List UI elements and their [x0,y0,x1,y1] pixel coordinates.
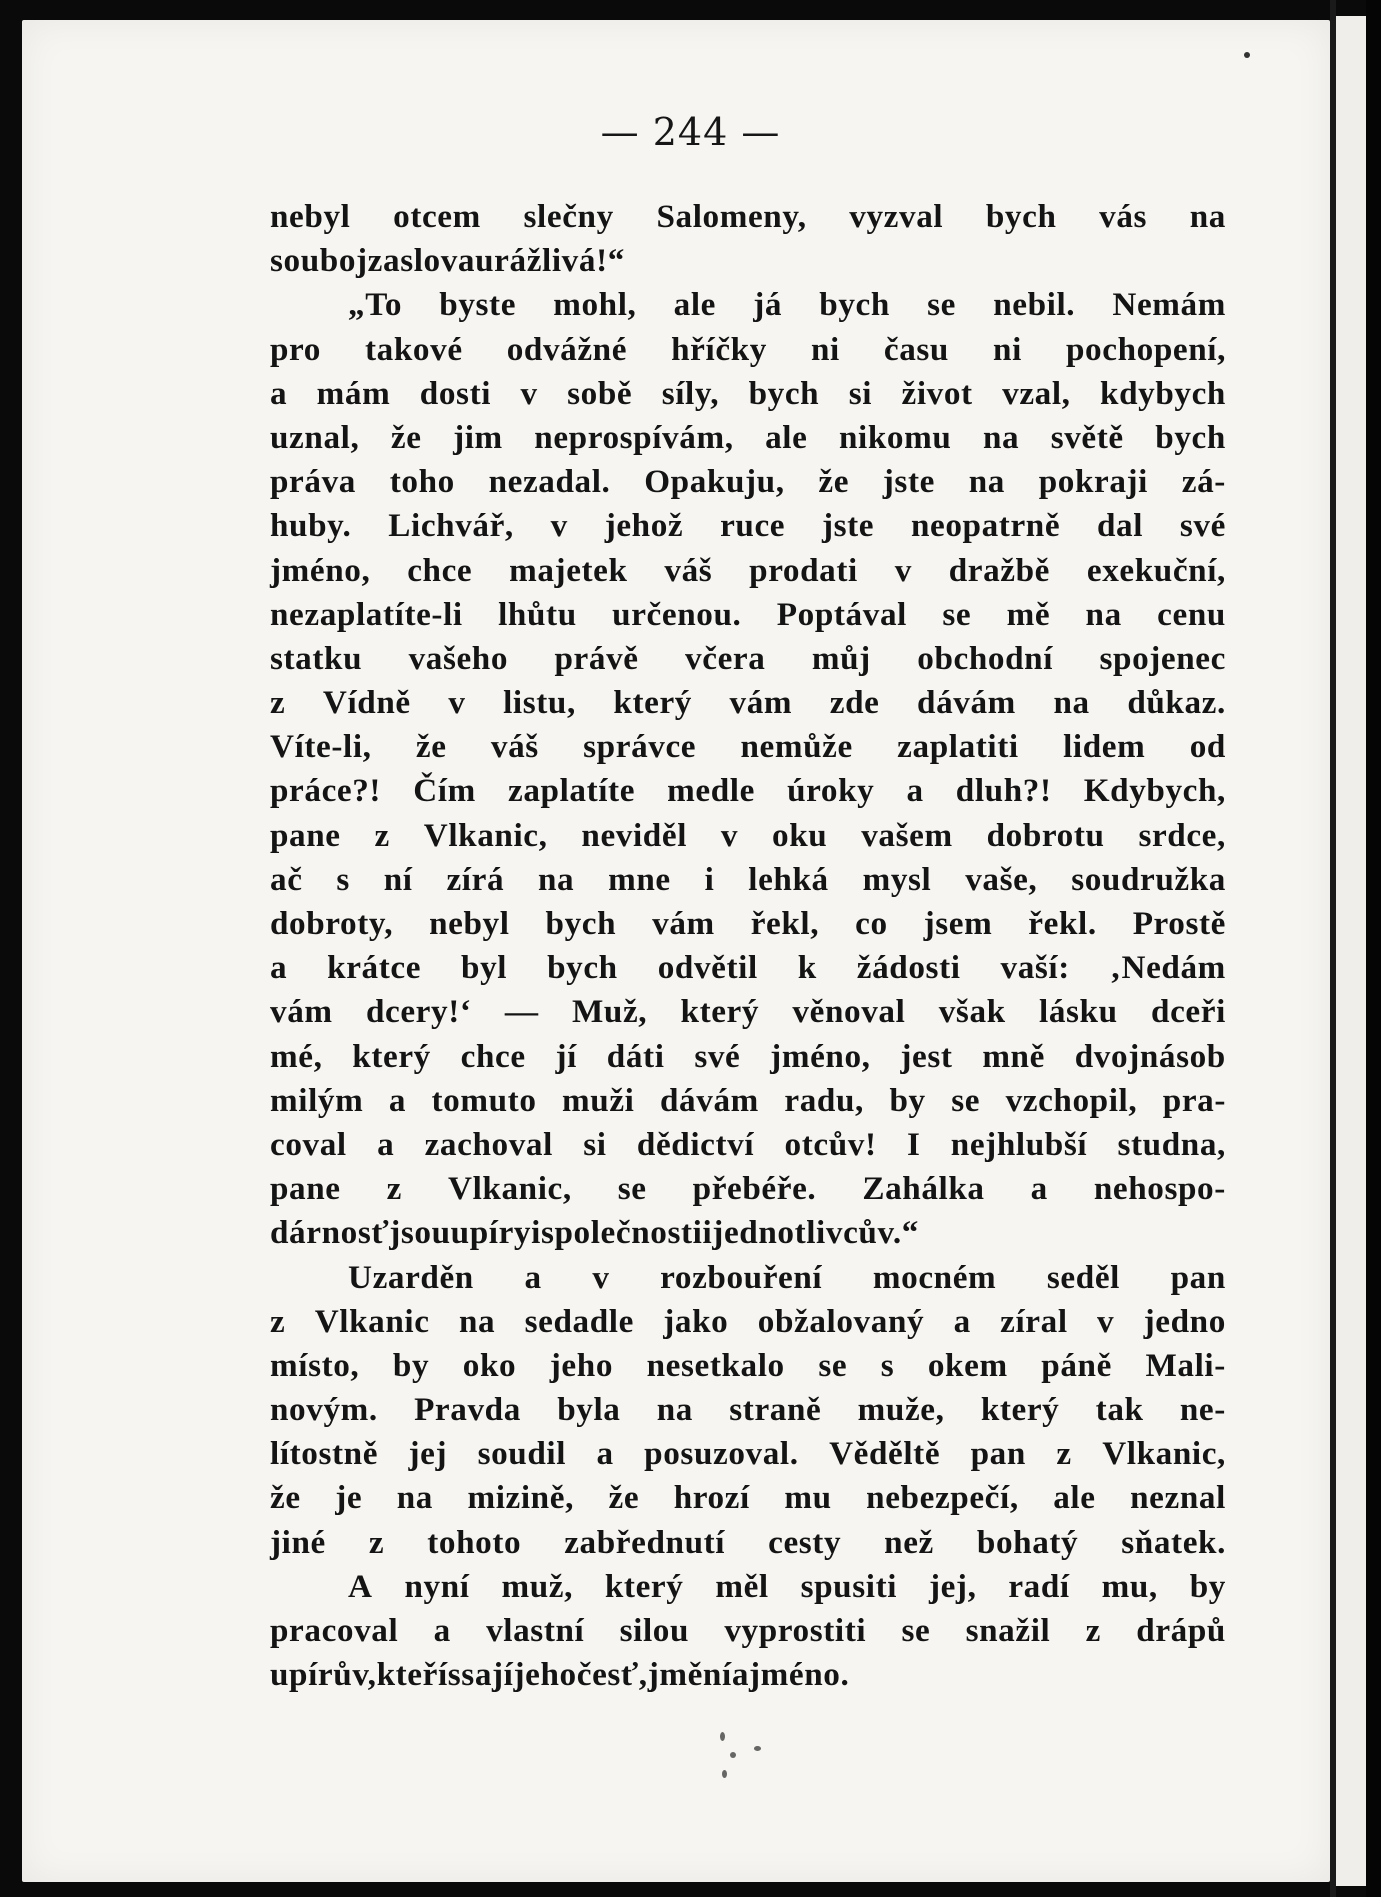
text-line: uznal, že jim neprospívám, ale nikomu na světě bych [270,418,1226,456]
text-line: a mám dosti v sobě síly, bych si život vzal, kdybych [270,374,1226,412]
text-line: Uzarděn a v rozbouření mocném seděl pan [348,1258,1226,1296]
text-line: nezaplatíte-li lhůtu určenou. Poptával se mě na cenu [270,595,1226,633]
text-line: z Vlkanic na sedadle jako obžalovaný a zíral v jedno [270,1302,1226,1340]
text-line: dárnosť jsou upíry i společnosti i jednotlivcův.“ [270,1214,919,1252]
scan-border [1366,0,1381,1897]
text-line: pane z Vlkanic, se přebéře. Zahálka a nehospo- [270,1170,1226,1208]
text-line: Víte-li, že váš správce nemůže zaplatiti lidem od [270,728,1226,766]
text-line: práva toho nezadal. Opakuju, že jste na pokraji zá- [270,463,1226,501]
text-line: coval a zachoval si dědictví otcův! I nejhlubší studna, [270,1125,1226,1163]
text-line: A nyní muž, který měl spusiti jej, radí mu, by [348,1567,1226,1605]
text-line: „To byste mohl, ale já bych se nebil. Nemám [348,286,1226,324]
text-line: pracoval a vlastní silou vyprostiti se snažil z drápů [270,1612,1226,1649]
text-line: pane z Vlkanic, neviděl v oku vašem dobrotu srdce, [270,816,1226,854]
text-line: a krátce byl bych odvětil k žádosti vaší: ‚Nedám [270,949,1226,987]
text-line: vám dcery!‘ — Muž, který věnoval však lásku dceři [270,993,1226,1031]
text-line: novým. Pravda byla na straně muže, který tak ne- [270,1391,1226,1429]
text-line: souboj za slova urážlivá!“ [270,242,625,280]
text-line: lítostně jej soudil a posuzoval. Věděltě pan z Vlkanic, [270,1435,1226,1473]
ink-speck [754,1746,761,1751]
text-line: milým a tomuto muži dávám radu, by se vzchopil, pra- [270,1081,1226,1119]
ink-speck [720,1732,725,1741]
text-line: mé, který chce jí dáti své jméno, jest mně dvojnásob [270,1037,1226,1075]
text-line: jméno, chce majetek váš prodati v dražbě exekuční, [270,551,1226,589]
ink-speck [730,1752,736,1758]
page-number: — 244 — [600,110,781,154]
text-line: jiné z tohoto zabřednutí cesty než bohatý sňatek. [270,1523,1226,1561]
text-line: z Vídně v listu, který vám zde dávám na důkaz. [270,684,1226,722]
text-line: ač s ní zírá na mne i lehká mysl vaše, soudružka [270,860,1226,898]
text-line: nebyl otcem slečny Salomeny, vyzval bych vás na [270,198,1226,235]
speck-mark [1244,52,1250,58]
text-line: práce?! Čím zaplatíte medle úroky a dluh?! Kdybych, [270,772,1226,810]
text-line: místo, by oko jeho nesetkalo se s okem páně Mali- [270,1346,1226,1384]
text-line: statku vašeho právě včera můj obchodní spojenec [270,639,1226,677]
ink-speck [722,1770,727,1778]
text-line: huby. Lichvář, v jehož ruce jste neopatrně dal své [270,507,1226,545]
text-line: dobroty, nebyl bych vám řekl, co jsem řekl. Prostě [270,905,1226,942]
text-line: že je na mizině, že hrozí mu nebezpečí, ale neznal [270,1479,1226,1517]
adjacent-page-strip [1336,16,1366,1886]
body-text [270,195,1226,1697]
text-line: upírův, kteří ssají jeho česť, jmění a jméno. [270,1656,850,1694]
text-line: pro takové odvážné hříčky ni času ni pochopení, [270,330,1226,368]
